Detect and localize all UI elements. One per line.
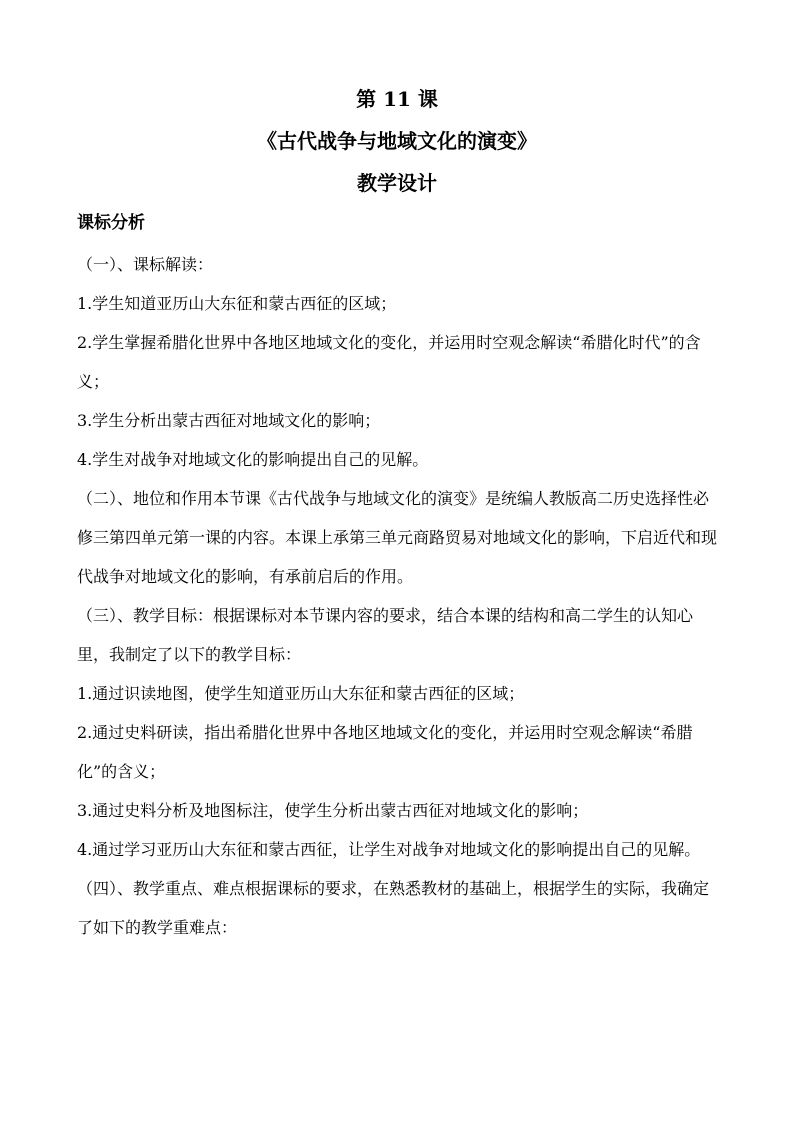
paragraph-key-difficult-points: （四）、教学重点、难点根据课标的要求，在熟悉教材的基础上，根据学生的实际，我确定了如下的教学重难点： xyxy=(77,879,710,937)
paragraph-objective-item-4: 4.通过学习亚历山大东征和蒙古西征，让学生对战争对地域文化的影响提出自己的见解。 xyxy=(77,840,701,859)
paragraph-objective-item-3: 3.通过史料分析及地图标注，使学生分析出蒙古西征对地域文化的影响； xyxy=(77,801,589,820)
paragraph-interpretation-item-2: 2.学生掌握希腊化世界中各地区地域文化的变化，并运用时空观念解读“希腊化时代”的含义； xyxy=(77,333,701,391)
paragraph-objective-item-1: 1.通过识读地图，使学生知道亚历山大东征和蒙古西征的区域； xyxy=(77,684,525,703)
document-subtitle: 教学设计 xyxy=(357,171,437,195)
paragraph-interpretation-item-1: 1.学生知道亚历山大东征和蒙古西征的区域； xyxy=(77,294,397,313)
paragraph-interpretation-item-4: 4.学生对战争对地域文化的影响提出自己的见解。 xyxy=(77,450,429,469)
paragraph-interpretation-item-3: 3.学生分析出蒙古西征对地域文化的影响； xyxy=(77,411,381,430)
paragraph-teaching-objectives-heading: （三）、教学目标：根据课标对本节课内容的要求，结合本课的结构和高二学生的认知心里，我制定了以下的教学目标： xyxy=(77,606,694,664)
section-heading: 课标分析 xyxy=(77,213,145,233)
body-text xyxy=(77,245,717,947)
lesson-name-title: 《古代战争与地域文化的演变》 xyxy=(257,129,537,153)
paragraph-status-and-role: （二）、地位和作用本节课《古代战争与地域文化的演变》是统编人教版高二历史选择性必修三第四单元第一课的内容。本课上承第三单元商路贸易对地域文化的影响，下启近代和现代战争对地域文化的影响，有承前启后的作用。 xyxy=(77,489,718,586)
paragraph-standard-interpretation-heading: （一）、课标解读： xyxy=(77,255,214,274)
lesson-number-title: 第 11 课 xyxy=(356,87,438,111)
paragraph-objective-item-2: 2.通过史料研读，指出希腊化世界中各地区地域文化的变化，并运用时空观念解读“希腊化”的含义； xyxy=(77,723,693,781)
